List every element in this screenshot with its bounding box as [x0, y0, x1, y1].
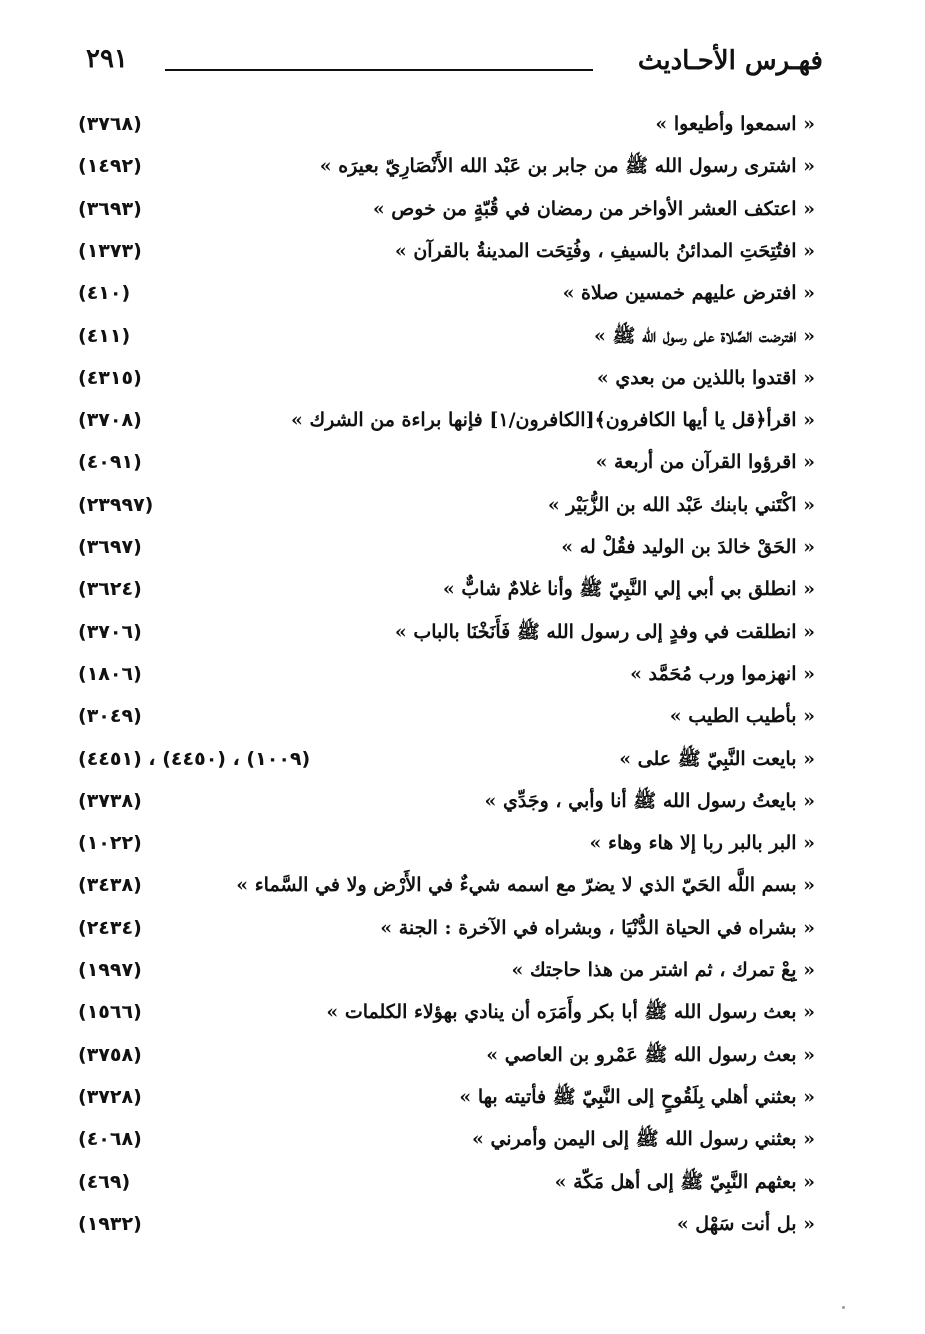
hadith-reference-number: (٤٣١٥) [78, 366, 142, 389]
hadith-text: « الحَقْ خالدَ بن الوليد فقُلْ له » [561, 536, 815, 558]
hadith-entry [0, 781, 925, 821]
hadith-reference-number: (٤١٠) [78, 282, 131, 305]
hadith-entry [0, 189, 925, 229]
hadith-entry [0, 316, 925, 356]
hadith-reference-number: (٢٣٩٩٧) [78, 493, 154, 516]
hadith-reference-number: (٣٤٣٨) [78, 874, 142, 897]
page-number: ٢٩١ [86, 44, 128, 74]
hadith-text: « بعثني رسول الله ﷺ إلى اليمن وأمرني » [471, 1128, 815, 1151]
hadith-reference-number: (٣٦٩٧) [78, 536, 142, 558]
hadith-entry [0, 1162, 925, 1202]
hadith-entry [0, 146, 925, 186]
page-speck [842, 1306, 845, 1309]
hadith-entry [0, 569, 925, 609]
hadith-text: « بسم اللَّه الحَيّ الذي لا يضرّ مع اسمه شيءٌ في الأَرْض ولا في السَّماء » [236, 874, 815, 897]
hadith-entry [0, 1035, 925, 1075]
hadith-reference-number: (١٩٣٢) [78, 1212, 142, 1235]
hadith-text: « افترض عليهم خمسين صلاة » [562, 282, 815, 305]
hadith-reference-number: (١٤٩٢) [78, 155, 142, 178]
hadith-reference-number: (٣٧٥٨) [78, 1043, 142, 1066]
hadith-reference-number: (٢٤٣٤) [78, 916, 142, 939]
hadith-entry [0, 950, 925, 990]
hadith-entry [0, 865, 925, 905]
hadith-text: « اقرأ﴿قل يا أيها الكافرون﴾[الكافرون/١] فإنها براءة من الشرك » [290, 409, 815, 432]
hadith-reference-number: (٣٧٦٨) [78, 113, 142, 135]
header-title: فهـرس الأحـاديث [637, 46, 823, 76]
hadith-entry [0, 612, 925, 652]
hadith-reference-number: (٣٧٠٦) [78, 620, 142, 643]
hadith-entry [0, 654, 925, 694]
hadith-reference-number: (١٩٩٧) [78, 959, 142, 981]
hadith-entry [0, 908, 925, 948]
hadith-entry [0, 400, 925, 440]
hadith-entry [0, 992, 925, 1032]
hadith-text: « اقتدوا باللذين من بعدي » [596, 366, 815, 389]
hadith-reference-number: (٤١١) [78, 324, 131, 347]
hadith-text: « اعتكف العشر الأواخر من رمضان في قُبّةٍ من خوص » [372, 197, 815, 220]
hadith-reference-number: (٤٠٩١) [78, 451, 142, 474]
hadith-text: « بايعت النَّبِيّ ﷺ على » [619, 747, 815, 770]
hadith-text: « بعث رسول الله ﷺ أبا بكر وأَمَرَه أن ينادي بهؤلاء الكلمات » [326, 1001, 815, 1024]
hadith-text: « انهزموا ورب مُحَمَّد » [630, 662, 815, 685]
hadith-reference-number: (٣٦٩٣) [78, 197, 142, 220]
hadith-reference-number: (١٠٠٩) ، (٤٤٥٠) ، (٤٤٥١) [78, 747, 311, 770]
hadith-entry [0, 1119, 925, 1159]
hadith-reference-number: (٣٧٠٨) [78, 409, 142, 432]
header-rule [165, 69, 593, 71]
hadith-reference-number: (٣٦٢٤) [78, 578, 142, 601]
hadith-text: « بِعْ تمرك ، ثم اشتر من هذا حاجتك » [511, 959, 815, 981]
hadith-entry [0, 104, 925, 144]
hadith-text: « بايعتُ رسول الله ﷺ أنا وأبي ، وجَدِّي » [484, 789, 815, 812]
hadith-entry [0, 1204, 925, 1244]
hadith-reference-number: (١٨٠٦) [78, 662, 142, 685]
hadith-text: « انطلق بي أبي إلي النَّبِيّ ﷺ وأنا غلامٌ شابٌّ » [442, 578, 815, 601]
hadith-text: « انطلقت في وفدٍ إلى رسول الله ﷺ فَأَنَخْنَا بالباب » [394, 620, 815, 643]
hadith-text: « اسمعوا وأطيعوا » [655, 113, 815, 135]
hadith-text: « البر بالبر ربا إلا هاء وهاء » [589, 832, 815, 855]
hadith-reference-number: (١٥٦٦) [78, 1001, 142, 1024]
hadith-entry [0, 273, 925, 313]
hadith-reference-number: (٣٧٣٨) [78, 789, 142, 812]
hadith-text: « بل أنت سَهْل » [676, 1212, 815, 1235]
hadith-reference-number: (١٠٢٢) [78, 832, 142, 855]
hadith-reference-number: (٤٠٦٨) [78, 1128, 142, 1151]
hadith-entry [0, 527, 925, 567]
hadith-text: « بعثهم النَّبِيّ ﷺ إلى أهل مَكّة » [554, 1170, 815, 1193]
hadith-entry [0, 231, 925, 271]
hadith-text: « اشترى رسول الله ﷺ من جابر بن عَبْد الله الأَنْصَارِيّ بعيرَه » [319, 155, 815, 178]
hadith-entry [0, 739, 925, 779]
hadith-text: « افترضت الصَّلاة على رسول الله ﷺ » [593, 324, 815, 347]
hadith-reference-number: (٣٠٤٩) [78, 705, 142, 728]
hadith-text: « بشراه في الحياة الدُّنْيَا ، وبشراه في الآخرة : الجنة » [380, 916, 815, 939]
hadith-entry [0, 696, 925, 736]
hadith-text: « افتُتِحَتِ المدائنُ بالسيفِ ، وفُتِحَت المدينةُ بالقرآن » [394, 239, 815, 262]
hadith-text: « بأطيب الطيب » [669, 705, 815, 728]
hadith-reference-number: (١٣٧٣) [78, 239, 142, 262]
hadith-entry [0, 823, 925, 863]
hadith-text: « بعث رسول الله ﷺ عَمْرو بن العاصي » [486, 1043, 815, 1066]
hadith-entry [0, 485, 925, 525]
hadith-entry [0, 442, 925, 482]
hadith-entry [0, 358, 925, 398]
hadith-reference-number: (٣٧٢٨) [78, 1085, 142, 1108]
hadith-entry [0, 1077, 925, 1117]
hadith-text: « اكْتَني بابنك عَبْد الله بن الزُّبَيْر » [547, 493, 815, 516]
hadith-text: « اقرؤوا القرآن من أربعة » [595, 451, 815, 474]
page-header [0, 0, 925, 100]
hadith-text: « بعثني أهلي بِلَقُوحٍ إلى النَّبِيّ ﷺ فأتيته بها » [459, 1085, 815, 1108]
hadith-reference-number: (٤٦٩) [78, 1170, 131, 1193]
